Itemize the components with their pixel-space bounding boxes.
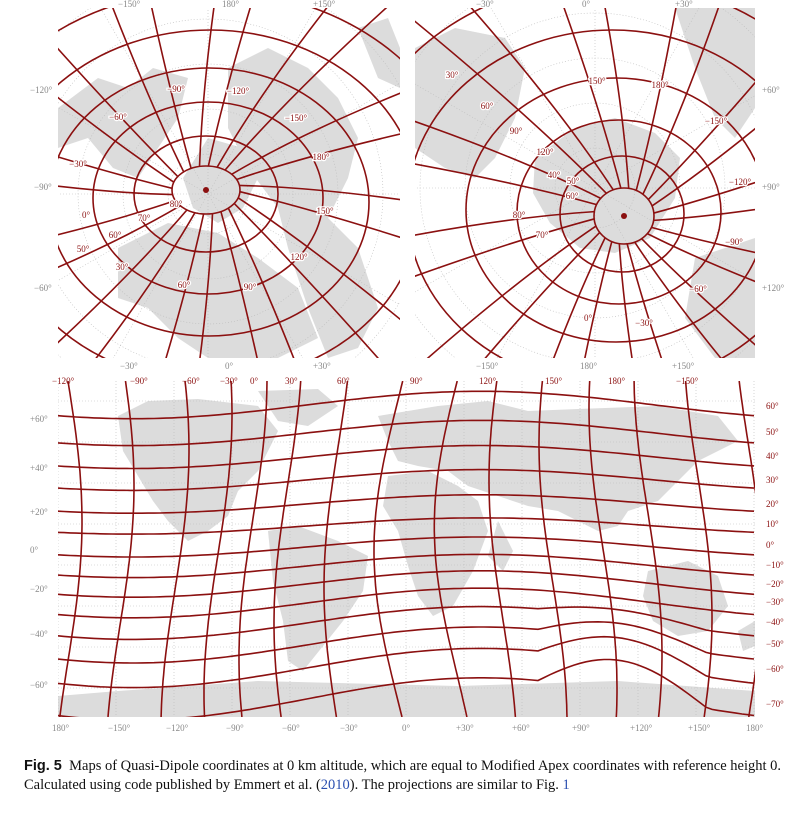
np-top-label: −150°: [118, 0, 141, 9]
eq-lon-curve: [739, 381, 755, 717]
caption-label: Fig. 5: [24, 758, 62, 774]
sp-bottom-label: 180°: [580, 361, 598, 371]
sp-lat-label: 80°: [512, 210, 526, 220]
eq-top-label: 120°: [479, 376, 497, 386]
sp-lon-label: 180°: [651, 80, 669, 90]
eq-bottom-label: −90°: [226, 723, 244, 733]
equirect-svg: [58, 381, 755, 717]
north-polar-map: [58, 8, 400, 358]
sp-right-label: +90°: [762, 182, 780, 192]
caption-text-1: Maps of Quasi-Dipole coordinates at 0 km altitude, which are equal to Modified Apex coordinates with reference height 0. Calculated using code published by Emmert et al. (: [24, 758, 782, 793]
eq-bottom-label: +90°: [572, 723, 590, 733]
eq-left-label: +60°: [30, 414, 48, 424]
np-lat-label: 70°: [137, 213, 151, 223]
eq-right-label: 10°: [766, 519, 779, 529]
eq-top-label: 90°: [410, 376, 423, 386]
sp-lat-label: 50°: [566, 176, 580, 186]
eq-top-label: 30°: [285, 376, 298, 386]
figure-caption: [24, 757, 790, 795]
north-polar-svg: [58, 8, 400, 358]
sp-lat-label: 70°: [535, 230, 549, 240]
np-lon-label: 0°: [81, 210, 91, 220]
south-polar-svg: [415, 8, 755, 358]
sp-top-label: +30°: [675, 0, 693, 9]
sp-top-label: −30°: [476, 0, 494, 9]
np-lon-label: −150°: [284, 113, 308, 123]
eq-right-label: 30°: [766, 475, 779, 485]
np-bottom-label: 0°: [225, 361, 234, 371]
eq-left-label: −20°: [30, 584, 48, 594]
eq-top-label: −90°: [130, 376, 148, 386]
sp-lon-label: 120°: [536, 147, 554, 157]
sp-top-label: 0°: [582, 0, 591, 9]
eq-bottom-label: +120°: [630, 723, 653, 733]
equirect-map: [58, 381, 755, 717]
eq-right-label: −20°: [766, 579, 784, 589]
eq-top-label: −120°: [52, 376, 75, 386]
sp-lon-label: 60°: [480, 101, 494, 111]
eq-top-label: −60°: [182, 376, 200, 386]
eq-bottom-label: −120°: [166, 723, 189, 733]
np-lon-label: −90°: [167, 84, 185, 94]
sp-lat-label: 60°: [565, 191, 579, 201]
eq-right-label: 60°: [766, 401, 779, 411]
np-top-label: +150°: [313, 0, 336, 9]
caption-text-2: ). The projections are similar to Fig.: [349, 777, 563, 793]
np-lon-label: −60°: [109, 112, 127, 122]
eq-land: [118, 399, 278, 541]
sp-lon-label: −120°: [728, 177, 752, 187]
eq-lon-curve: [60, 381, 82, 717]
np-lon-label: 180°: [312, 152, 330, 162]
np-lon-label: 30°: [115, 262, 129, 272]
eq-top-label: 0°: [250, 376, 259, 386]
eq-right-label: −10°: [766, 560, 784, 570]
eq-bottom-label: 180°: [52, 723, 70, 733]
figure-link[interactable]: 1: [562, 777, 570, 793]
eq-left-label: −40°: [30, 629, 48, 639]
sp-bottom-label: −150°: [476, 361, 499, 371]
citation-link[interactable]: 2010: [320, 777, 350, 793]
np-left-label: −90°: [34, 182, 52, 192]
eq-right-label: 50°: [766, 427, 779, 437]
eq-left-label: +20°: [30, 507, 48, 517]
sp-lon-label: −150°: [704, 116, 728, 126]
sp-lon-label: 0°: [583, 313, 593, 323]
np-lat-label: 80°: [169, 199, 183, 209]
sp-lon-label: 150°: [588, 76, 606, 86]
eq-left-label: +40°: [30, 463, 48, 473]
np-lon-label: 60°: [177, 280, 191, 290]
np-left-label: −60°: [34, 283, 52, 293]
eq-top-label: −30°: [220, 376, 238, 386]
eq-top-label: 150°: [545, 376, 563, 386]
eq-right-label: −40°: [766, 617, 784, 627]
eq-bottom-label: −150°: [108, 723, 131, 733]
np-lon-label: 120°: [290, 252, 308, 262]
eq-bottom-label: 180°: [746, 723, 764, 733]
np-lon-label: 150°: [316, 206, 334, 216]
sp-pole: [621, 213, 627, 219]
eq-top-label: 60°: [337, 376, 350, 386]
eq-bottom-label: 0°: [402, 723, 411, 733]
eq-bottom-label: +60°: [512, 723, 530, 733]
eq-right-label: 20°: [766, 499, 779, 509]
sp-lon-label: 90°: [509, 126, 523, 136]
np-lat-label: 60°: [108, 230, 122, 240]
eq-right-label: −30°: [766, 597, 784, 607]
sp-lon-label: −90°: [725, 237, 743, 247]
eq-top-label: −150°: [676, 376, 699, 386]
np-bottom-label: −30°: [120, 361, 138, 371]
sp-bottom-label: +150°: [672, 361, 695, 371]
sp-lon-label: −60°: [689, 284, 707, 294]
sp-lon-label: −30°: [635, 318, 653, 328]
sp-right-label: +120°: [762, 283, 785, 293]
eq-right-label: −70°: [766, 699, 784, 709]
eq-right-label: 0°: [766, 540, 775, 550]
np-pole: [203, 187, 209, 193]
np-left-label: −120°: [30, 85, 53, 95]
eq-right-label: 40°: [766, 451, 779, 461]
sp-lat-label: 40°: [547, 170, 561, 180]
np-lat-label: 50°: [76, 244, 90, 254]
south-polar-map: [415, 8, 755, 358]
sp-right-label: +60°: [762, 85, 780, 95]
eq-bottom-label: +150°: [688, 723, 711, 733]
eq-bottom-label: −30°: [340, 723, 358, 733]
eq-left-label: −60°: [30, 680, 48, 690]
eq-left-label: 0°: [30, 545, 39, 555]
np-bottom-label: +30°: [313, 361, 331, 371]
np-top-label: 180°: [222, 0, 240, 9]
np-lon-label: 90°: [243, 282, 257, 292]
eq-right-label: −60°: [766, 664, 784, 674]
eq-bottom-label: +30°: [456, 723, 474, 733]
np-lon-label: −120°: [226, 86, 250, 96]
sp-lon-label: 30°: [445, 70, 459, 80]
eq-bottom-label: −60°: [282, 723, 300, 733]
eq-top-label: 180°: [608, 376, 626, 386]
eq-right-label: −50°: [766, 639, 784, 649]
np-lon-label: −30°: [69, 159, 87, 169]
